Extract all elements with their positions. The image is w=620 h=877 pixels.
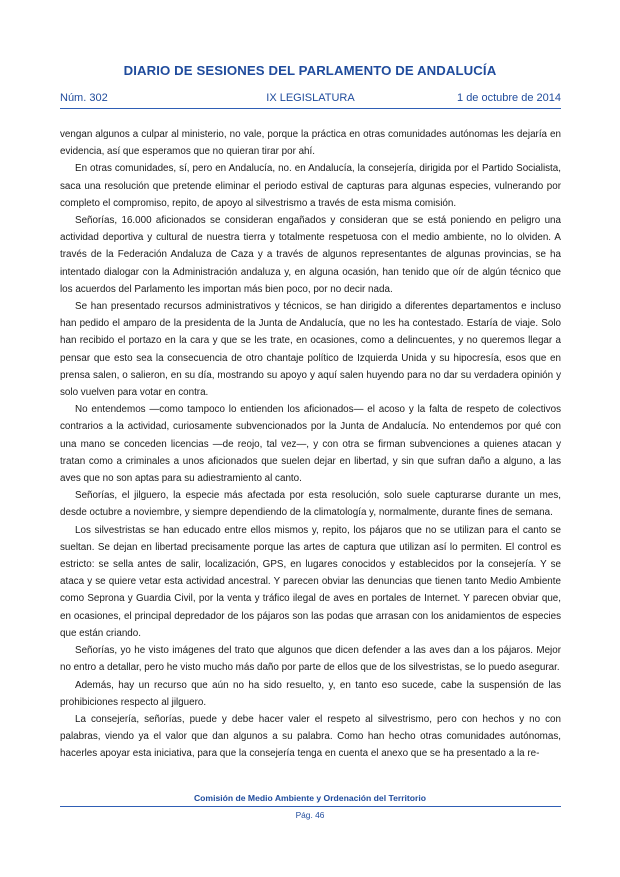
paragraph: Señorías, el jilguero, la especie más afectada por esta resolución, solo suele capturarse durante un mes, desde octubre a noviembre, y siempre dependiendo de la climatología y, normalmente, durante fines de semana. bbox=[60, 490, 561, 519]
paragraph: Se han presentado recursos administrativos y técnicos, se han dirigido a diferentes departamentos e incluso han pedido el amparo de la presidenta de la Junta de Andalucía, que no les ha contestado. Estaría de viaje. Solo han recibido el portazo en la cara y que se les trate, en ocasiones, como a delincuentes, y no queremos llegar a pensar que esto sea la consecuencia de otro chantaje político de Izquierda Unida y su hipocresía, esos que en prensa salen, o salieron, en su día, mostrando su apoyo y aquí salen huyendo para no dar su verdadera opinión y solo vuelven para votar en contra. bbox=[60, 301, 561, 399]
paragraph: Señorías, 16.000 aficionados se consideran engañados y consideran que se está poniendo en peligro una actividad deportiva y cultural de nuestra tierra y totalmente respetuosa con el medio ambiente, no lo olviden. A través de la Federación Andaluza de Caza y a través de algunos representantes de algunas provincias, se ha intentado dialogar con la Administración andaluza y, en alguna ocasión, han tenido que oír de algún técnico que los acuerdos del Parlamento les importan más bien poco, por no decir nada. bbox=[60, 215, 561, 295]
paragraph: Señorías, yo he visto imágenes del trato que algunos que dicen defender a las aves dan a los pájaros. Mejor no entro a detallar, pero he visto mucho más daño por parte de ellos que de los silvestristas, se lo puedo asegurar. bbox=[60, 645, 561, 674]
footer-divider bbox=[60, 806, 561, 807]
issue-number: Núm. 302 bbox=[60, 92, 108, 104]
header-meta bbox=[60, 92, 561, 106]
footer-commission: Comisión de Medio Ambiente y Ordenación del Territorio bbox=[193, 793, 427, 803]
paragraph: No entendemos —como tampoco lo entienden los aficionados— el acoso y la falta de respeto de colectivos contrarios a la actividad, curiosamente subvencionados por la Junta de Andalucía. No entendemos por qué con una mano se conceden licencias —de reojo, tal vez—, y con otra se firman subvenciones a quienes atacan y tratan como a criminales a unos aficionados que suelen dejar en libertad, y sin que sufran daño a alguno, a las aves que no son aptas para su adiestramiento al canto. bbox=[60, 404, 561, 485]
page-number: Pág. 46 bbox=[295, 810, 325, 820]
header-divider bbox=[60, 108, 561, 109]
paragraph: La consejería, señorías, puede y debe hacer valer el respeto al silvestrismo, pero con hechos y no con palabras, viendo ya el valor que dan algunos a su palabra. Como han hecho otras comunidades autónomas, hacerles apoyar esta iniciativa, para que la consejería tenga en cuenta el anexo que se ha presentado a la re- bbox=[60, 713, 561, 760]
issue-date: 1 de octubre de 2014 bbox=[457, 92, 561, 104]
paragraph: Además, hay un recurso que aún no ha sido resuelto, y, en tanto eso sucede, cabe la suspensión de las prohibiciones respecto al jilguero. bbox=[60, 679, 561, 708]
publication-title: DIARIO DE SESIONES DEL PARLAMENTO DE ANDALUCÍA bbox=[123, 63, 497, 78]
paragraph: vengan algunos a culpar al ministerio, no vale, porque la práctica en otras comunidades autónomas les dejaría en evidencia, así que esperamos que no quieran tirar por ahí. bbox=[60, 129, 561, 158]
body-text bbox=[60, 126, 561, 763]
paragraph: Los silvestristas se han educado entre ellos mismos y, repito, los pájaros que no se utilizan para el canto se sueltan. Se dejan en libertad precisamente porque las artes de captura que utilizan así lo permiten. El control es estricto: se sella antes de salir, localización, GPS, en lugares conocidos y establecidos por la consejería. Y se ataca y se quiere vetar esta actividad ancestral. Y parecen obviar las denuncias que tienen tanto Medio Ambiente como Seprona y Guardia Civil, por la venta y tráfico ilegal de aves en portales de Internet. Y parecen obviar que, en ocasiones, el principal depredador de los pájaros son las podas que arrasan con los anidamientos de especies que están criando. bbox=[60, 524, 561, 639]
paragraph: En otras comunidades, sí, pero en Andalucía, no. en Andalucía, la consejería, dirigida por el Partido Socialista, saca una resolución que pretende eliminar el periodo estival de capturas para algunas especies, vulnerando por completo el compromiso, repito, de apoyo al silvestrismo a través de esta misma comisión. bbox=[60, 163, 561, 209]
legislature: IX LEGISLATURA bbox=[266, 92, 355, 104]
